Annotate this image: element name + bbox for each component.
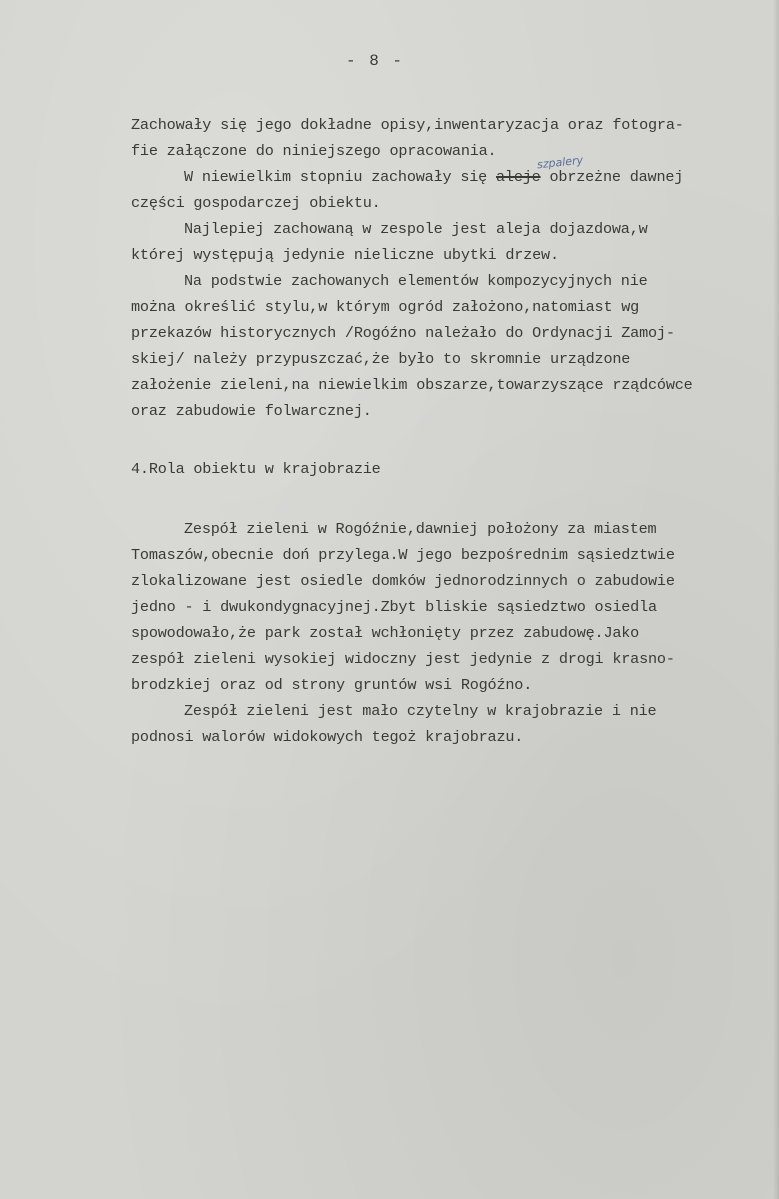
handwritten-correction: szpalery [536,153,584,172]
text-line: Na podstwie zachowanych elementów kompozycyjnych nie [184,272,648,290]
text-line: można określić stylu,w którym ogród założono,natomiast wg [131,298,640,316]
text-line: przekazów historycznych /Rogóźno należało do Ordynacji Zamoj- [131,324,675,342]
text-line: Najlepiej zachowaną w zespole jest aleja dojazdowa,w [184,220,648,238]
text-line: Zespół zieleni w Rogóźnie,dawniej położony za miastem [184,520,657,538]
text-line: części gospodarczej obiektu. [131,194,381,212]
struck-word: aleje [496,168,541,186]
text-line: podnosi walorów widokowych tegoż krajobrazu. [131,728,524,746]
text-line: oraz zabudowie folwarcznej. [131,402,372,420]
text-line-start: W niewielkim stopniu zachowały się [184,168,496,186]
section-heading: 4.Rola obiektu w krajobrazie [131,460,381,478]
text-line-end: obrzeżne dawnej [540,168,684,186]
text-line: założenie zieleni,na niewielkim obszarze,towarzyszące rządcówce [131,376,693,394]
text-line: której występują jedynie nieliczne ubytki drzew. [131,246,559,264]
text-line: Zespół zieleni jest mało czytelny w krajobrazie i nie [184,702,657,720]
page-number: - 8 - [345,52,404,70]
text-line: skiej/ należy przypuszczać,że było to skromnie urządzone [131,350,631,368]
text-line: brodzkiej oraz od strony gruntów wsi Rogóźno. [131,676,533,694]
text-line: fie załączone do niniejszego opracowania. [131,142,497,160]
text-line [184,164,683,190]
text-line: spowodowało,że park został wchłonięty przez zabudowę.Jako [131,624,640,642]
text-line: zlokalizowane jest osiedle domków jednorodzinnych o zabudowie [131,572,675,590]
text-line: Zachowały się jego dokładne opisy,inwentaryzacja oraz fotogra- [131,116,684,134]
text-line: Tomaszów,obecnie doń przylega.W jego bezpośrednim sąsiedztwie [131,546,675,564]
text-line: jedno - i dwukondygnacyjnej.Zbyt bliskie sąsiedztwo osiedla [131,598,657,616]
text-line: zespół zieleni wysokiej widoczny jest jedynie z drogi krasno- [131,650,675,668]
